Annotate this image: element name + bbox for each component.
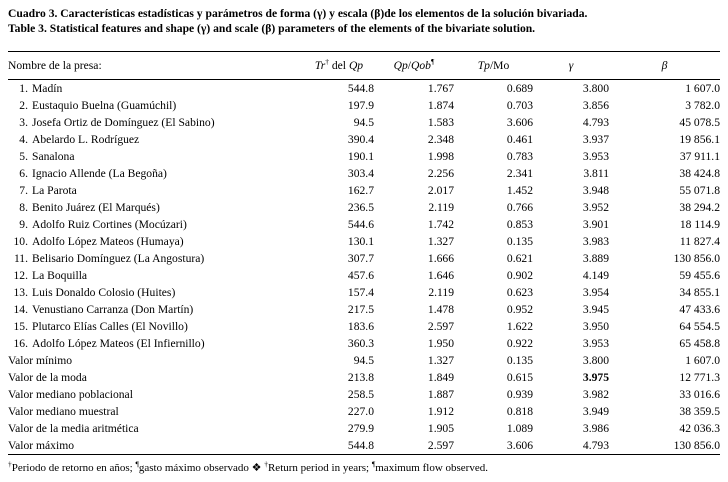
cell-value: 190.1 [347, 150, 374, 163]
row-number: 14. [13, 303, 28, 316]
table-row [8, 165, 720, 182]
cell-value: 1.887 [427, 388, 454, 401]
cell-value: 1.327 [427, 354, 454, 367]
cell-value: 42 036.3 [679, 422, 720, 435]
cell-value: 2.348 [427, 133, 454, 146]
cell-value: 3.889 [582, 252, 609, 265]
cell-value: 1 607.0 [685, 354, 720, 367]
table-caption [8, 6, 720, 36]
dam-name: Venustiano Carranza (Don Martín) [32, 303, 194, 316]
row-number: 6. [19, 167, 28, 180]
table-row [8, 301, 720, 318]
cell-dam-name [8, 386, 304, 403]
cell-value: 3.901 [582, 218, 609, 231]
dam-name: Adolfo Ruiz Cortines (Mocúzari) [32, 218, 187, 231]
cell-value: 2.017 [427, 184, 454, 197]
row-number: 12. [13, 269, 28, 282]
table-row [8, 335, 720, 352]
cell-value: 4.149 [582, 269, 609, 282]
cell-value: 47 433.6 [679, 303, 720, 316]
row-number: 16. [13, 337, 28, 350]
cell-value: 0.902 [506, 269, 533, 282]
cell-value: 3.982 [582, 388, 609, 401]
table-row [8, 233, 720, 250]
table-row [8, 80, 720, 98]
column-header: β [609, 52, 720, 80]
cell-value: 130 856.0 [609, 437, 720, 455]
cell-value: 3.937 [582, 133, 609, 146]
cell-value: 1.849 [427, 371, 454, 384]
cell-value: 0.922 [506, 337, 533, 350]
cell-value: 0.623 [506, 286, 533, 299]
cell-value: 197.9 [347, 99, 374, 112]
cell-value: 258.5 [347, 388, 374, 401]
cell-value: 1.089 [506, 422, 533, 435]
cell-dam-name [8, 335, 304, 352]
cell-value: 0.135 [506, 235, 533, 248]
cell-value: 64 554.5 [679, 320, 720, 333]
dam-name: Madín [32, 82, 63, 95]
cell-value: 3.983 [582, 235, 609, 248]
table-row [8, 199, 720, 216]
cell-value: 0.952 [506, 303, 533, 316]
cell-value: 3.950 [582, 320, 609, 333]
cell-dam-name [8, 267, 304, 284]
cell-value: 544.6 [347, 218, 374, 231]
cell-value: 303.4 [347, 167, 374, 180]
cell-value: 0.853 [506, 218, 533, 231]
cell-value: 3.856 [582, 99, 609, 112]
cell-value: 59 455.6 [679, 269, 720, 282]
cell-dam-name [8, 352, 304, 369]
cell-value: 3.948 [582, 184, 609, 197]
caption-spanish: Cuadro 3. Características estadísticas y parámetros de forma (γ) y escala (β)de los elementos de la solución bivariada. [8, 7, 588, 20]
cell-value: 1.905 [427, 422, 454, 435]
cell-dam-name [8, 369, 304, 386]
dam-name: Valor de la moda [8, 371, 87, 384]
cell-value: 0.615 [506, 371, 533, 384]
cell-value: 1.622 [506, 320, 533, 333]
cell-dam-name [8, 301, 304, 318]
cell-value: 55 071.8 [679, 184, 720, 197]
cell-dam-name [8, 216, 304, 233]
cell-value: 157.4 [347, 286, 374, 299]
dam-name: Valor mediano muestral [8, 405, 119, 418]
cell-value: 38 294.2 [679, 201, 720, 214]
row-number: 15. [13, 320, 28, 333]
row-number: 2. [19, 99, 28, 112]
column-header: Tp/Mo [454, 52, 533, 80]
cell-value: 3.952 [582, 201, 609, 214]
dam-name: Benito Juárez (El Marqués) [32, 201, 160, 214]
row-number: 11. [13, 252, 28, 265]
column-header: γ [533, 52, 609, 80]
cell-value: 0.135 [506, 354, 533, 367]
cell-dam-name [8, 148, 304, 165]
cell-value: 3.949 [582, 405, 609, 418]
cell-value: 3.975 [582, 371, 609, 384]
cell-value: 3.606 [454, 437, 533, 455]
table-row [8, 114, 720, 131]
column-header: Nombre de la presa: [8, 52, 304, 80]
cell-value: 2.597 [427, 320, 454, 333]
cell-dam-name [8, 420, 304, 437]
cell-value: 2.256 [427, 167, 454, 180]
cell-dam-name [8, 318, 304, 335]
cell-dam-name [8, 165, 304, 182]
cell-dam-name [8, 114, 304, 131]
cell-value: 3.800 [582, 82, 609, 95]
table-row [8, 403, 720, 420]
cell-value: 0.783 [506, 150, 533, 163]
column-header: Tr† del Qp [304, 52, 374, 80]
table-row [8, 97, 720, 114]
cell-value: 0.766 [506, 201, 533, 214]
cell-value: 18 114.9 [679, 218, 720, 231]
cell-value: 1.583 [427, 116, 454, 129]
cell-value: 2.341 [506, 167, 533, 180]
dam-name: Valor mínimo [8, 354, 73, 367]
table-row [8, 352, 720, 369]
cell-value: 3.953 [582, 337, 609, 350]
data-table [8, 51, 720, 455]
row-number: 8. [19, 201, 28, 214]
dam-name: Ignacio Allende (La Begoña) [32, 167, 167, 180]
cell-value: 183.6 [347, 320, 374, 333]
cell-value: 65 458.8 [679, 337, 720, 350]
footnote: †Periodo de retorno en años; ¶gasto máximo observado ❖ †Return period in years; ¶maximum flow observed. [8, 459, 488, 474]
dam-name: Valor mediano poblacional [8, 388, 133, 401]
cell-dam-name [8, 233, 304, 250]
cell-value: 38 359.5 [679, 405, 720, 418]
row-number: 9. [19, 218, 28, 231]
cell-value: 34 855.1 [679, 286, 720, 299]
table-row [8, 318, 720, 335]
dam-name: Belisario Domínguez (La Angostura) [32, 252, 205, 265]
dam-name: Sanalona [32, 150, 75, 163]
cell-value: 162.7 [347, 184, 374, 197]
dam-name: Luis Donaldo Colosio (Huites) [32, 286, 176, 299]
cell-value: 38 424.8 [679, 167, 720, 180]
cell-value: 1 607.0 [685, 82, 720, 95]
cell-value: 37 911.1 [679, 150, 720, 163]
cell-value: 1.998 [427, 150, 454, 163]
table-row [8, 250, 720, 267]
cell-value: 4.793 [582, 116, 609, 129]
cell-value: 457.6 [347, 269, 374, 282]
cell-value: 3.953 [582, 150, 609, 163]
dam-name: La Boquilla [32, 269, 88, 282]
row-number: 4. [19, 133, 28, 146]
dam-name: La Parota [32, 184, 77, 197]
cell-value: 3.945 [582, 303, 609, 316]
cell-value: 33 016.6 [679, 388, 720, 401]
cell-value: 3.986 [582, 422, 609, 435]
cell-value: 1.646 [427, 269, 454, 282]
cell-value: 1.327 [427, 235, 454, 248]
dam-name: Adolfo López Mateos (Humaya) [32, 235, 184, 248]
cell-value: 544.8 [304, 437, 374, 455]
row-number: 10. [13, 235, 28, 248]
cell-value: 1.874 [427, 99, 454, 112]
cell-value: 0.461 [506, 133, 533, 146]
table-row [8, 267, 720, 284]
table-row [8, 386, 720, 403]
cell-value: 94.5 [353, 116, 374, 129]
cell-value: 0.621 [506, 252, 533, 265]
cell-value: 0.939 [506, 388, 533, 401]
cell-value: 213.8 [347, 371, 374, 384]
cell-dam-name [8, 131, 304, 148]
cell-value: 3 782.0 [685, 99, 720, 112]
cell-value: 227.0 [347, 405, 374, 418]
table-row [8, 182, 720, 199]
cell-value: 1.742 [427, 218, 454, 231]
cell-dam-name [8, 284, 304, 301]
row-number: 13. [13, 286, 28, 299]
dam-name: Eustaquio Buelna (Guamúchil) [32, 99, 177, 112]
table-row [8, 148, 720, 165]
cell-value: 544.8 [347, 82, 374, 95]
cell-value: 2.597 [374, 437, 454, 455]
table-body [8, 80, 720, 455]
cell-value: 12 771.3 [679, 371, 720, 384]
cell-value: 0.689 [506, 82, 533, 95]
dam-name: Valor máximo [8, 439, 75, 452]
table-row [8, 420, 720, 437]
cell-value: 1.666 [427, 252, 454, 265]
cell-value: 217.5 [347, 303, 374, 316]
cell-value: 19 856.1 [679, 133, 720, 146]
cell-value: 307.7 [347, 252, 374, 265]
cell-value: 130 856.0 [673, 252, 720, 265]
column-header: Qp/Qob¶ [374, 52, 454, 80]
cell-dam-name [8, 250, 304, 267]
table-row [8, 369, 720, 386]
cell-value: 390.4 [347, 133, 374, 146]
dam-name: Valor de la media aritmética [8, 422, 139, 435]
cell-dam-name [8, 97, 304, 114]
cell-value: 3.606 [506, 116, 533, 129]
row-number: 1. [19, 82, 28, 95]
cell-dam-name [8, 80, 304, 98]
cell-value: 3.800 [582, 354, 609, 367]
cell-value: 1.767 [427, 82, 454, 95]
cell-dam-name [8, 182, 304, 199]
cell-value: 0.703 [506, 99, 533, 112]
cell-value: 236.5 [347, 201, 374, 214]
table-row [8, 437, 720, 455]
cell-dam-name [8, 199, 304, 216]
table-row [8, 216, 720, 233]
cell-value: 4.793 [533, 437, 609, 455]
cell-value: 2.119 [428, 201, 454, 214]
cell-value: 0.818 [506, 405, 533, 418]
cell-value: 1.950 [427, 337, 454, 350]
dam-name: Josefa Ortiz de Domínguez (El Sabino) [32, 116, 215, 129]
dam-name: Adolfo López Mateos (El Infiernillo) [32, 337, 205, 350]
row-number: 7. [19, 184, 28, 197]
table-row [8, 284, 720, 301]
cell-value: 3.954 [582, 286, 609, 299]
row-number: 3. [19, 116, 28, 129]
cell-value: 1.478 [427, 303, 454, 316]
header-row [8, 52, 720, 80]
cell-value: 45 078.5 [679, 116, 720, 129]
cell-value: 1.452 [506, 184, 533, 197]
caption-english: Table 3. Statistical features and shape (γ) and scale (β) parameters of the elements of the bivariate solution. [8, 22, 536, 35]
cell-value: 279.9 [347, 422, 374, 435]
dam-name: Plutarco Elías Calles (El Novillo) [32, 320, 188, 333]
cell-value: 130.1 [347, 235, 374, 248]
cell-value: 3.811 [583, 167, 609, 180]
dam-name: Abelardo L. Rodríguez [32, 133, 140, 146]
cell-dam-name [8, 403, 304, 420]
row-number: 5. [19, 150, 28, 163]
cell-value: 2.119 [428, 286, 454, 299]
cell-value: 94.5 [353, 354, 374, 367]
cell-dam-name [8, 437, 304, 455]
table-row [8, 131, 720, 148]
cell-value: 11 827.4 [679, 235, 720, 248]
cell-value: 1.912 [427, 405, 454, 418]
cell-value: 360.3 [347, 337, 374, 350]
